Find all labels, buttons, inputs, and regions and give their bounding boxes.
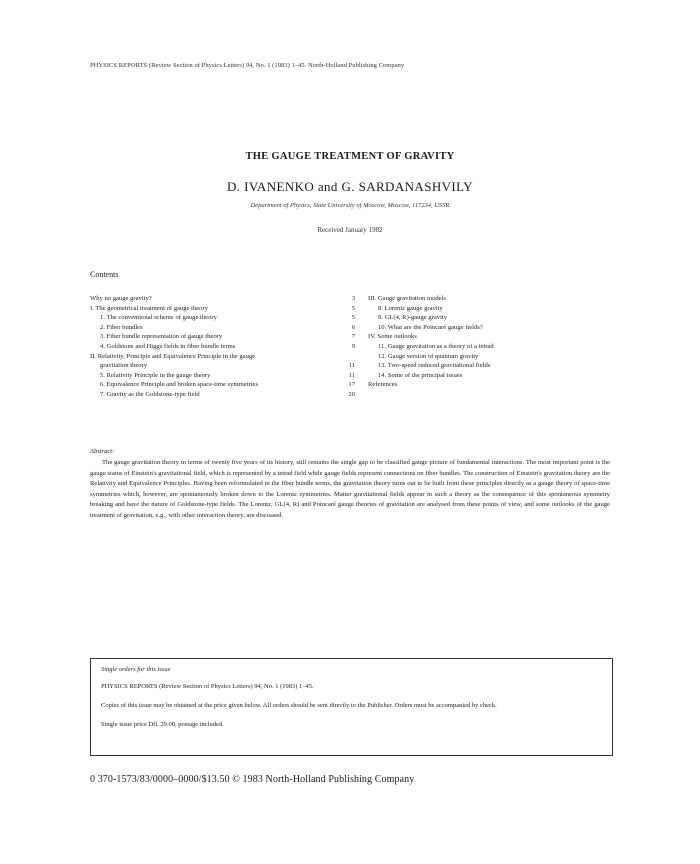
contents-entry: [90, 361, 360, 371]
paper-title: THE GAUGE TREATMENT OF GRAVITY: [245, 151, 455, 162]
contents-entry-title: 6. Equivalence Principle and broken space-time symmetries: [100, 381, 259, 389]
contents-entry: [90, 294, 360, 304]
journal-header: PHYSICS REPORTS (Review Section of Physics Letters) 94, No. 1 (1983) 1–45. North-Holland Publishing Company: [90, 62, 405, 69]
contents-entry-title: Why no gauge gravity?: [90, 295, 152, 302]
contents-entry: [90, 342, 360, 352]
contents-entry-page: 3: [351, 295, 355, 302]
contents-entry-title: 14. Some of the principal issues: [378, 371, 463, 379]
contents-entry-title: IV. Some outlooks: [368, 333, 417, 341]
contents-entry: [90, 352, 360, 362]
contents-entry-page: 7: [351, 333, 355, 341]
contents-entry: [90, 313, 360, 323]
contents-entry-title: I. The geometrical treatment of gauge theory: [90, 304, 208, 312]
contents-entry: [90, 304, 360, 314]
contents-entry-title: References: [368, 381, 398, 389]
contents-entry: [90, 390, 360, 400]
contents-entry: [368, 332, 598, 342]
contents-entry-title: 4. Goldstone and Higgs fields in fiber bundle terms: [100, 342, 236, 350]
contents-entry-page: 17: [348, 381, 355, 389]
abstract-text: The gauge gravitation theory in terms of twenty five years of its history, still remains the single gap to be classified gauge picture of fundamental interactions. The most important point is the gauge status of Einstein's gravitational field, which is represented by a tetrad field while gauge fields represent connections on fiber bundles. The construction of Einstein's gravitation theory are the Relativity and Equivalence Principles. Having been reformulated in the fiber bundle terms, the gravitation theory turns out to be built from these principles directly as a gauge theory of space-time symmetries which, however, are spontaneously broken down to the Lorentz symmetries. Matter gravitational fields appear in such a theory as the consequence of this spontaneous symmetry breaking and have the nature of Goldstone-type fields. The Lorentz, GL(4, R) and Poincaré gauge theories of gravitation are analysed from these points of view, and some outlooks of the gauge treatment of gravitation, e.g., with other interaction theory, are discussed.: [90, 459, 610, 519]
abstract-heading: Abstract:: [90, 448, 115, 455]
contents-entry: [368, 294, 598, 304]
contents-entry-title: 12. Gauge version of quantum gravity: [378, 352, 479, 360]
copyright-footer: 0 370-1573/83/0000–0000/$13.50 © 1983 North-Holland Publishing Company: [90, 774, 415, 785]
contents-heading: Contents: [90, 270, 119, 279]
contents-entry-title: 9. GL(4, R)-gauge gravity: [378, 314, 448, 322]
contents-entry: [90, 332, 360, 342]
contents-entry-page: 5: [351, 304, 355, 312]
orders-box-price: Single issue price Dfl. 29.00, postage included.: [101, 721, 224, 728]
contents-entry-title: 3. Fiber bundle representation of gauge theory: [100, 333, 223, 341]
contents-entry-title: 11. Gauge gravitation as a theory of a tetrad: [378, 342, 494, 350]
contents-entry: [90, 323, 360, 333]
contents-right-column: [368, 294, 598, 390]
contents-entry-title: 13. Two-speed reduced gravitational fields: [378, 362, 491, 370]
contents-entry: [368, 304, 598, 314]
contents-entry-title: 2. Fiber bundles: [100, 323, 143, 331]
author-affiliation: Department of Physics, State University of Moscow, Moscow, 117234, USSR: [250, 202, 450, 209]
contents-entry-page: 20: [348, 390, 355, 398]
paper-authors: D. IVANENKO and G. SARDANASHVILY: [227, 179, 473, 194]
contents-entry: [368, 371, 598, 381]
orders-box-title: Single orders for this issue: [101, 666, 171, 673]
contents-entry-page: 9: [351, 342, 355, 350]
contents-entry-page: 11: [348, 371, 355, 379]
contents-entry-title: II. Relativity, Principle and Equivalence Principle in the gauge: [90, 352, 256, 360]
contents-entry-title: 7. Gravity as the Goldstone-type field: [100, 390, 200, 398]
contents-entry: [368, 380, 598, 390]
contents-entry: [368, 361, 598, 371]
contents-entry: [90, 380, 360, 390]
contents-entry: [368, 313, 598, 323]
orders-box-citation: PHYSICS REPORTS (Review Section of Physics Letters) 94, No. 1 (1983) 1–45.: [101, 683, 314, 690]
orders-box-instructions: Copies of this issue may be obtained at the price given below. All orders should be sent directly to the Publisher. Orders must be accompanied by check.: [101, 702, 497, 709]
contents-entry-page: 11: [348, 362, 355, 370]
contents-left-column: [90, 294, 360, 400]
contents-entry-title: III. Gauge gravitation models: [368, 295, 447, 302]
contents-entry: [90, 371, 360, 381]
contents-entry-page: 5: [351, 314, 355, 322]
contents-entry-title: 1. The conventional scheme of gauge theory: [100, 314, 217, 322]
contents-entry: [368, 342, 598, 352]
received-date: Received January 1982: [317, 226, 383, 234]
contents-entry: [368, 323, 598, 333]
contents-entry-title: 5. Relativity Principle in the gauge theory: [100, 371, 211, 379]
single-orders-box: [90, 658, 613, 756]
contents-entry-title: 8. Lorentz gauge gravity: [378, 304, 443, 312]
contents-entry: [368, 352, 598, 362]
contents-entry-title: gravitation theory: [100, 362, 148, 370]
contents-entry-page: 6: [351, 323, 355, 331]
contents-entry-title: 10. What are the Poincaré gauge fields?: [378, 323, 483, 331]
